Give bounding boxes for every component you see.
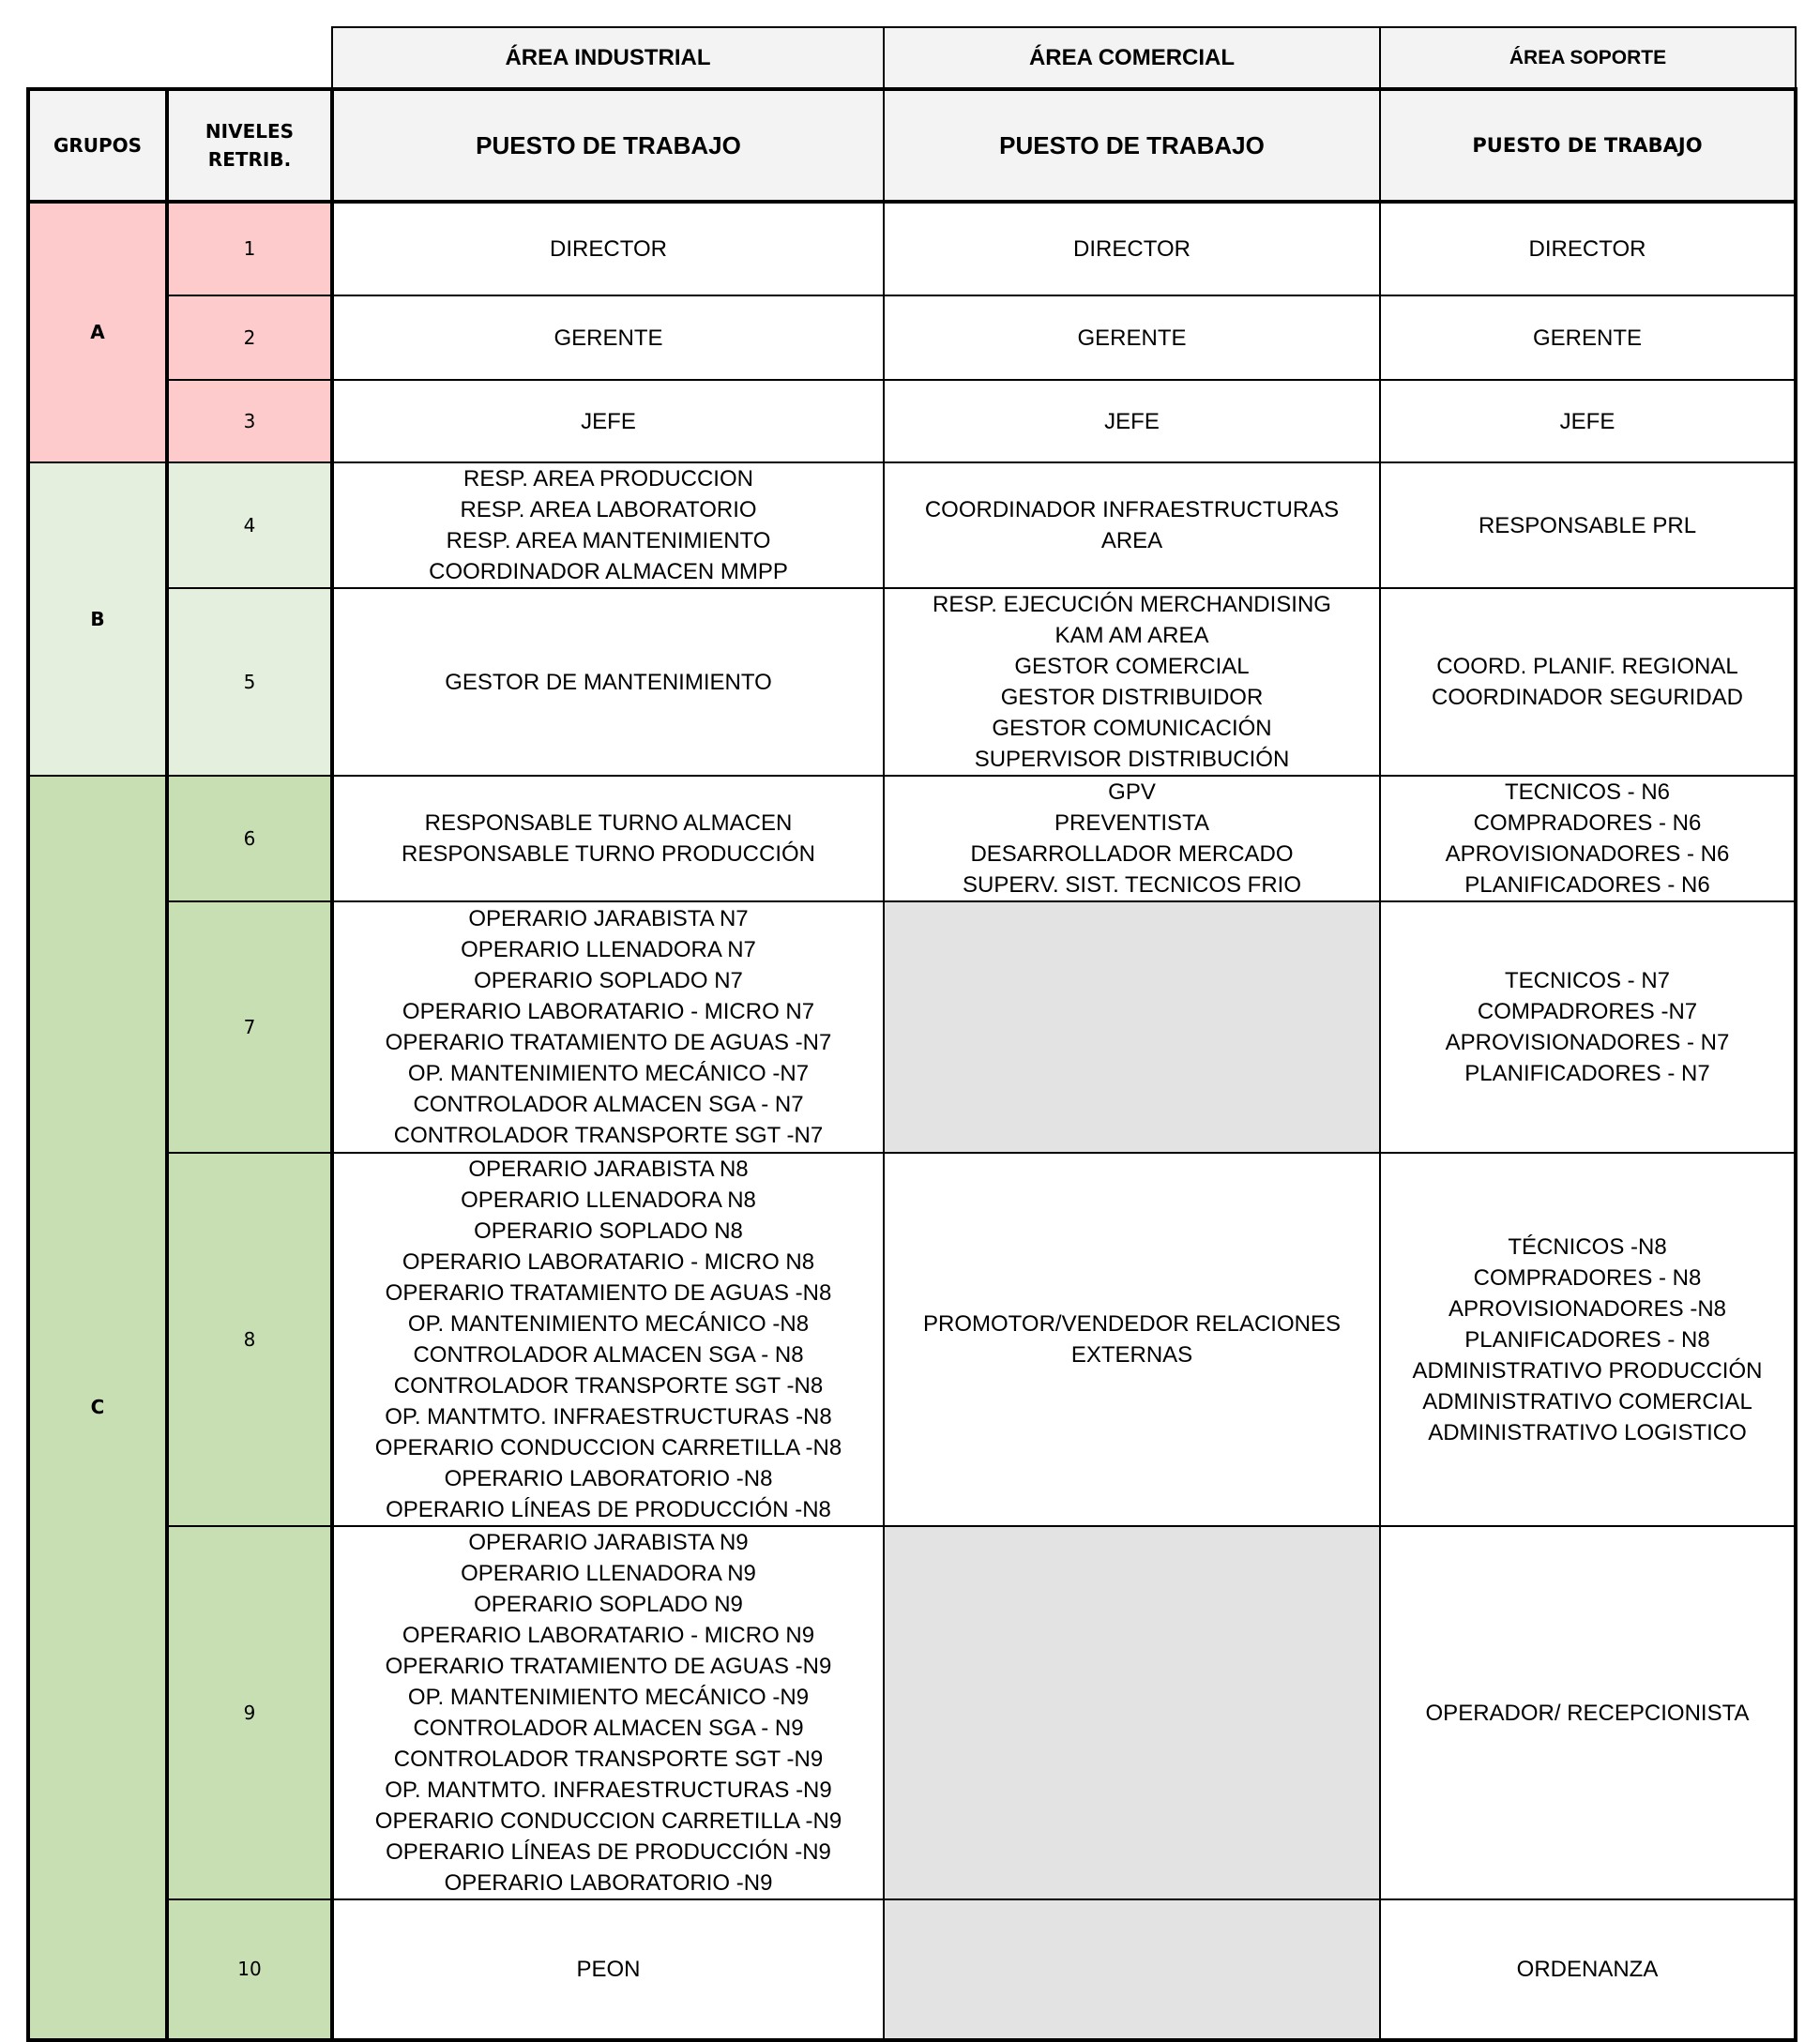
- level-cell: 6: [167, 776, 332, 901]
- job-title: APROVISIONADORES - N7: [1445, 1030, 1730, 1055]
- job-title: OPERARIO LABORATORIO -N8: [444, 1466, 773, 1491]
- jobs-industrial-cell: [332, 901, 884, 1153]
- jobs-soporte-cell: [1380, 462, 1796, 588]
- job-title: DIRECTOR: [1528, 236, 1646, 262]
- job-title: COORDINADOR ALMACEN MMPP: [429, 559, 788, 584]
- job-title: COORDINADOR INFRAESTRUCTURAS: [924, 497, 1340, 522]
- jobs-industrial-cell: [332, 202, 884, 295]
- job-title: PEON: [576, 1957, 641, 1982]
- job-classification-table: [26, 26, 1797, 2042]
- job-title: RESPONSABLE TURNO ALMACEN: [424, 810, 793, 836]
- job-title: OPERADOR/ RECEPCIONISTA: [1425, 1700, 1750, 1726]
- jobs-soporte-cell: [1380, 1526, 1796, 1899]
- jobs-comercial-cell: [884, 588, 1380, 776]
- area-soporte-header: ÁREA SOPORTE: [1380, 27, 1796, 89]
- job-title: APROVISIONADORES -N8: [1448, 1295, 1727, 1322]
- job-title: ADMINISTRATIVO LOGISTICO: [1428, 1419, 1747, 1445]
- job-title: RESP. EJECUCIÓN MERCHANDISING: [933, 592, 1331, 617]
- level-cell: 3: [167, 380, 332, 462]
- job-title: OPERARIO LLENADORA N8: [461, 1187, 756, 1213]
- table-row-level-2: [28, 295, 1796, 380]
- column-header-row: [28, 89, 1796, 202]
- blank-corner-cell: [167, 27, 332, 89]
- job-title: OP. MANTENIMIENTO MECÁNICO -N9: [407, 1685, 810, 1710]
- job-title: OPERARIO SOPLADO N8: [474, 1218, 743, 1244]
- job-title: DIRECTOR: [550, 236, 667, 262]
- jobs-soporte-cell: [1380, 202, 1796, 295]
- puesto-industrial-header: PUESTO DE TRABAJO: [332, 89, 884, 202]
- level-cell: 4: [167, 462, 332, 588]
- job-title: CONTROLADOR ALMACEN SGA - N7: [413, 1092, 804, 1117]
- job-title: CONTROLADOR ALMACEN SGA - N8: [413, 1342, 804, 1368]
- table-row-level-9: [28, 1526, 1796, 1899]
- jobs-industrial-cell: [332, 462, 884, 588]
- jobs-comercial-cell: [884, 776, 1380, 901]
- level-cell: 9: [167, 1526, 332, 1899]
- job-title: ADMINISTRATIVO PRODUCCIÓN: [1412, 1357, 1763, 1384]
- jobs-soporte-cell: [1380, 380, 1796, 462]
- job-title: GPV: [1108, 779, 1156, 805]
- jobs-comercial-cell: [884, 295, 1380, 380]
- job-title: AREA: [1100, 528, 1163, 553]
- job-title: GERENTE: [554, 325, 663, 351]
- jobs-soporte-cell: [1380, 1899, 1796, 2040]
- job-title: COORD. PLANIF. REGIONAL: [1436, 654, 1738, 679]
- job-title: OPERARIO JARABISTA N8: [468, 1157, 749, 1182]
- job-title: JEFE: [1104, 408, 1160, 434]
- job-title: OPERARIO JARABISTA N9: [468, 1530, 749, 1555]
- jobs-comercial-cell: [884, 1153, 1380, 1526]
- niveles-header-line1: NIVELES: [205, 120, 295, 143]
- job-title: COORDINADOR SEGURIDAD: [1431, 685, 1744, 710]
- job-title: OPERARIO LABORATORIO -N9: [444, 1870, 773, 1896]
- job-title: RESP. AREA LABORATORIO: [460, 497, 757, 522]
- job-title: ORDENANZA: [1516, 1957, 1659, 1982]
- job-title: JEFE: [581, 408, 636, 434]
- jobs-industrial-cell: [332, 380, 884, 462]
- job-title: OPERARIO LÍNEAS DE PRODUCCIÓN -N8: [386, 1497, 831, 1522]
- table-row-level-3: [28, 380, 1796, 462]
- job-title: GERENTE: [1532, 325, 1642, 351]
- job-title: COMPRADORES - N8: [1473, 1264, 1702, 1291]
- job-title: OPERARIO LABORATARIO - MICRO N8: [402, 1249, 815, 1275]
- job-title: TECNICOS - N6: [1504, 779, 1670, 805]
- job-title: GESTOR DE MANTENIMIENTO: [445, 669, 772, 695]
- group-cell-b: B: [28, 462, 167, 776]
- level-cell: 5: [167, 588, 332, 776]
- job-title: OPERARIO LABORATARIO - MICRO N7: [402, 999, 815, 1024]
- jobs-soporte-cell: [1380, 1153, 1796, 1526]
- job-title: RESPONSABLE PRL: [1478, 512, 1697, 538]
- niveles-header-line2: RETRIB.: [207, 148, 292, 171]
- niveles-header: [167, 89, 332, 202]
- job-title: OP. MANTENIMIENTO MECÁNICO -N7: [407, 1061, 810, 1086]
- puesto-comercial-header: PUESTO DE TRABAJO: [884, 89, 1380, 202]
- job-title: OPERARIO LLENADORA N7: [461, 937, 756, 962]
- jobs-industrial-cell: [332, 295, 884, 380]
- jobs-soporte-cell: [1380, 588, 1796, 776]
- job-title: COMPRADORES - N6: [1473, 810, 1702, 836]
- job-title: GESTOR COMUNICACIÓN: [992, 716, 1272, 741]
- job-title: CONTROLADOR TRANSPORTE SGT -N9: [393, 1747, 824, 1772]
- job-title: CONTROLADOR TRANSPORTE SGT -N7: [393, 1123, 824, 1148]
- puesto-soporte-header: PUESTO DE TRABAJO: [1380, 89, 1796, 202]
- jobs-industrial-cell: [332, 588, 884, 776]
- job-title: OPERARIO JARABISTA N7: [468, 906, 749, 931]
- job-title: PREVENTISTA: [1054, 810, 1209, 836]
- job-title: COMPADRORES -N7: [1477, 999, 1698, 1024]
- level-cell: 2: [167, 295, 332, 380]
- level-cell: 7: [167, 901, 332, 1153]
- empty-cell: [884, 1526, 1380, 1899]
- blank-corner-cell: [28, 27, 167, 89]
- table-row-level-8: [28, 1153, 1796, 1526]
- grupos-header: GRUPOS: [28, 89, 167, 202]
- job-title: OP. MANTMTO. INFRAESTRUCTURAS -N8: [385, 1404, 832, 1429]
- jobs-industrial-cell: [332, 1526, 884, 1899]
- table-row-level-10: [28, 1899, 1796, 2040]
- job-title: OPERARIO TRATAMIENTO DE AGUAS -N9: [385, 1654, 832, 1679]
- level-cell: 8: [167, 1153, 332, 1526]
- area-header-row: [28, 27, 1796, 89]
- job-title: PLANIFICADORES - N6: [1464, 872, 1710, 898]
- job-title: OPERARIO LLENADORA N9: [461, 1561, 756, 1586]
- jobs-soporte-cell: [1380, 295, 1796, 380]
- job-title: OPERARIO SOPLADO N9: [474, 1592, 743, 1617]
- job-title: RESP. AREA MANTENIMIENTO: [446, 528, 771, 553]
- job-title: ADMINISTRATIVO COMERCIAL: [1422, 1388, 1752, 1414]
- job-title: SUPERV. SIST. TECNICOS FRIO: [963, 872, 1301, 898]
- job-title: JEFE: [1559, 408, 1615, 434]
- table-row-level-7: [28, 901, 1796, 1153]
- job-title: KAM AM AREA: [1054, 623, 1209, 648]
- jobs-comercial-cell: [884, 462, 1380, 588]
- job-title: OPERARIO LABORATARIO - MICRO N9: [402, 1623, 815, 1648]
- job-title: EXTERNAS: [1070, 1342, 1193, 1368]
- level-cell: 10: [167, 1899, 332, 2040]
- group-cell-c: C: [28, 776, 167, 2040]
- table-row-level-4: [28, 462, 1796, 588]
- jobs-soporte-cell: [1380, 776, 1796, 901]
- job-title: OP. MANTENIMIENTO MECÁNICO -N8: [407, 1311, 810, 1337]
- job-title: SUPERVISOR DISTRIBUCIÓN: [974, 747, 1290, 772]
- job-title: PLANIFICADORES - N8: [1464, 1326, 1710, 1353]
- job-title: GESTOR COMERCIAL: [1014, 654, 1250, 679]
- level-cell: 1: [167, 202, 332, 295]
- job-title: APROVISIONADORES - N6: [1445, 841, 1730, 867]
- job-title: GERENTE: [1077, 325, 1187, 351]
- job-title: OPERARIO CONDUCCION CARRETILLA -N9: [374, 1808, 842, 1834]
- job-title: RESP. AREA PRODUCCION: [463, 466, 753, 492]
- table-row-level-1: [28, 202, 1796, 295]
- jobs-industrial-cell: [332, 776, 884, 901]
- job-title: TÉCNICOS -N8: [1508, 1233, 1667, 1260]
- job-title: OPERARIO LÍNEAS DE PRODUCCIÓN -N9: [386, 1839, 831, 1865]
- area-comercial-header: ÁREA COMERCIAL: [884, 27, 1380, 89]
- job-title: GESTOR DISTRIBUIDOR: [1000, 685, 1264, 710]
- job-title: TECNICOS - N7: [1504, 968, 1670, 993]
- job-title: OPERARIO TRATAMIENTO DE AGUAS -N8: [385, 1280, 832, 1306]
- job-title: RESPONSABLE TURNO PRODUCCIÓN: [402, 841, 815, 867]
- jobs-comercial-cell: [884, 202, 1380, 295]
- job-title: OPERARIO CONDUCCION CARRETILLA -N8: [374, 1435, 842, 1460]
- job-title: OPERARIO TRATAMIENTO DE AGUAS -N7: [385, 1030, 832, 1055]
- job-title: CONTROLADOR ALMACEN SGA - N9: [413, 1716, 804, 1741]
- job-title: OPERARIO SOPLADO N7: [474, 968, 743, 993]
- jobs-soporte-cell: [1380, 901, 1796, 1153]
- group-cell-a: A: [28, 202, 167, 462]
- jobs-industrial-cell: [332, 1899, 884, 2040]
- table-row-level-6: [28, 776, 1796, 901]
- table-row-level-5: [28, 588, 1796, 776]
- empty-cell: [884, 901, 1380, 1153]
- job-title: PROMOTOR/VENDEDOR RELACIONES: [923, 1311, 1341, 1337]
- job-title: DESARROLLADOR MERCADO: [970, 841, 1294, 867]
- job-title: PLANIFICADORES - N7: [1464, 1061, 1710, 1086]
- area-industrial-header: ÁREA INDUSTRIAL: [332, 27, 884, 89]
- job-title: CONTROLADOR TRANSPORTE SGT -N8: [393, 1373, 824, 1399]
- empty-cell: [884, 1899, 1380, 2040]
- jobs-comercial-cell: [884, 380, 1380, 462]
- job-title: OP. MANTMTO. INFRAESTRUCTURAS -N9: [385, 1777, 832, 1803]
- jobs-industrial-cell: [332, 1153, 884, 1526]
- job-title: DIRECTOR: [1073, 236, 1191, 262]
